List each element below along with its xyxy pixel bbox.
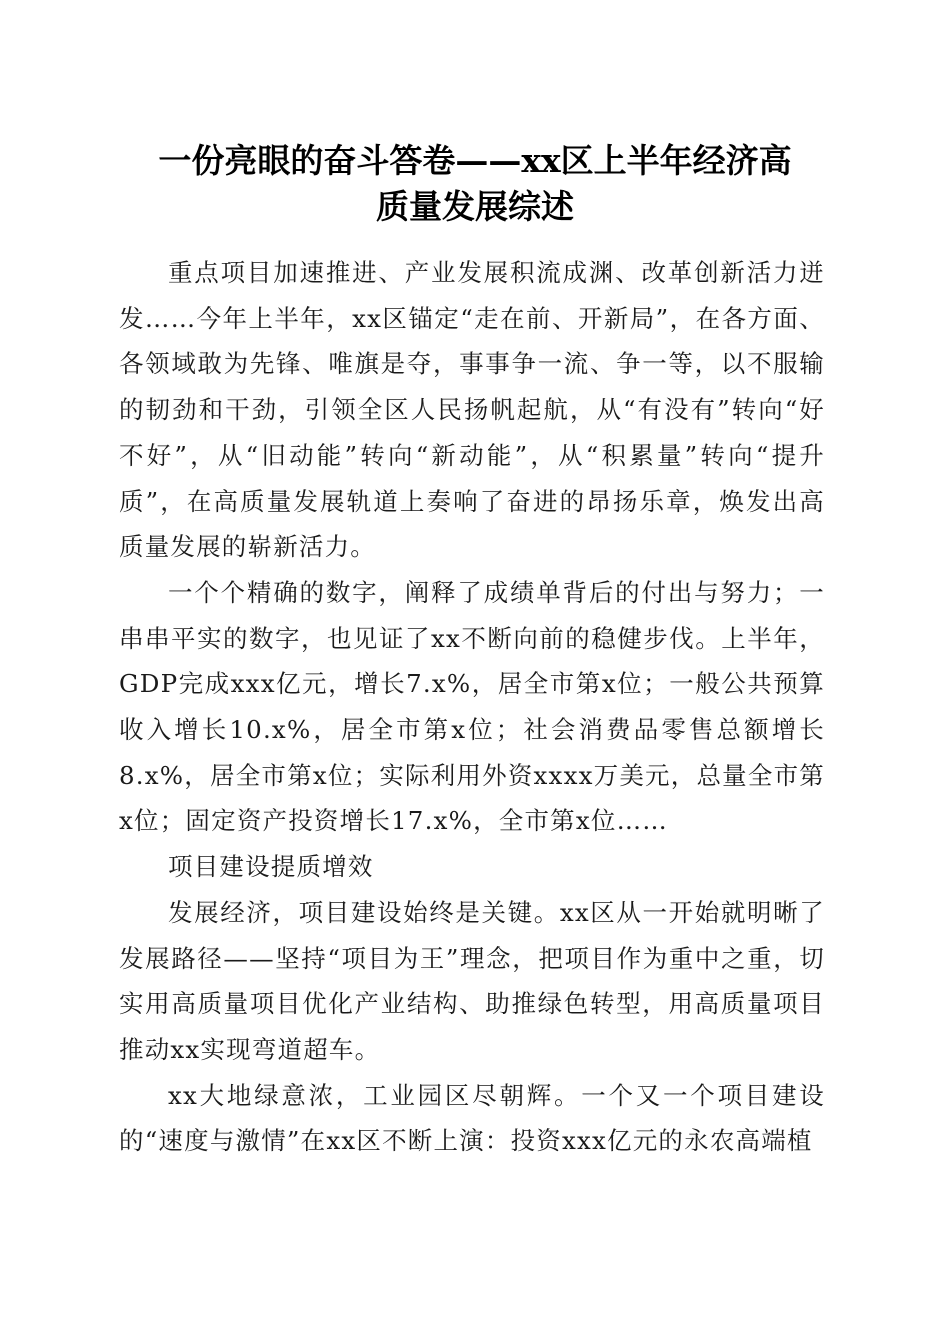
paragraph-industrial-park: xx大地绿意浓，工业园区尽朝辉。一个又一个项目建设的“速度与激情”在xx区不断上演：投资xxx亿元的永农高端植 <box>119 1080 825 1156</box>
paragraph-statistics: 一个个精确的数字，阐释了成绩单背后的付出与努力；一串串平实的数字，也见证了xx不断向前的稳健步伐。上半年，GDP完成xxx亿元，增长7.x%，居全市第x位；一般公共预算收入增长10.x%，居全市第x位；社会消费品零售总额增长8.x%，居全市第x位；实际利用外资xxxx万美元，总量全市第x位；固定资产投资增长17.x%，全市第x位…… <box>119 577 825 836</box>
document-title <box>120 138 830 230</box>
section-heading: 项目建设提质增效 <box>168 852 374 882</box>
document-body <box>119 250 825 1164</box>
paragraph-project-path: 发展经济，项目建设始终是关键。xx区从一开始就明晰了发展路径——坚持“项目为王”理念，把项目作为重中之重，切实用高质量项目优化产业结构、助推绿色转型，用高质量项目推动xx实现弯道超车。 <box>119 897 825 1064</box>
paragraph-intro: 重点项目加速推进、产业发展积流成渊、改革创新活力迸发……今年上半年，xx区锚定“走在前、开新局”，在各方面、各领域敢为先锋、唯旗是夺，事事争一流、争一等，以不服输的韧劲和干劲，引领全区人民扬帆起航，从“有没有”转向“好不好”，从“旧动能”转向“新动能”，从“积累量”转向“提升质”，在高质量发展轨道上奏响了奋进的昂扬乐章，焕发出高质量发展的崭新活力。 <box>119 258 825 562</box>
title-line-1: 一份亮眼的奋斗答卷——xx区上半年经济高 <box>158 141 792 180</box>
title-line-2: 质量发展综述 <box>376 187 574 226</box>
